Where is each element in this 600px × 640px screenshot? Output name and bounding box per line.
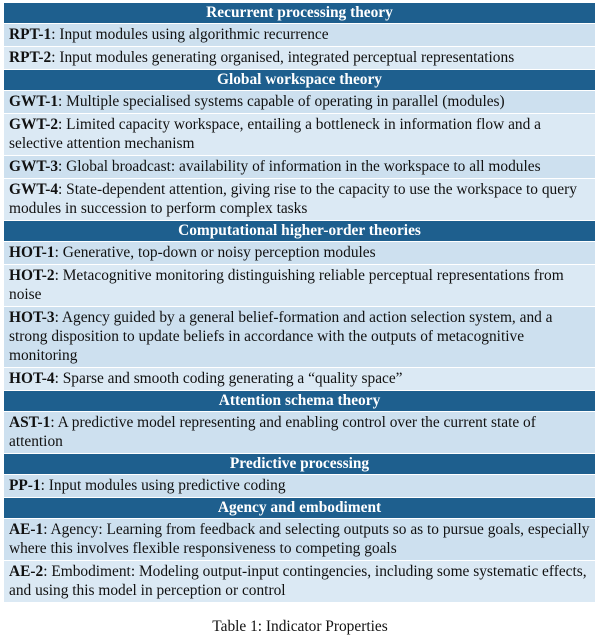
indicator-cell xyxy=(4,91,595,114)
indicator-cell xyxy=(4,307,595,368)
indicator-description: : Embodiment: Modeling output-input contingencies, including some systematic effects, and using this model in perception or control xyxy=(9,563,587,599)
indicator-description: : Agency guided by a general belief-formation and action selection system, and a strong disposition to update beliefs in accordance with the outputs of metacognitive monitoring xyxy=(9,309,553,364)
indicator-row xyxy=(4,307,595,368)
indicator-row xyxy=(4,91,595,114)
table-caption: Table 1: Indicator Properties xyxy=(212,618,388,635)
indicator-description: : Limited capacity workspace, entailing a bottleneck in information flow and a selective attention mechanism xyxy=(9,116,541,152)
indicator-cell xyxy=(4,368,595,391)
indicator-code: GWT-3 xyxy=(9,158,59,175)
indicator-cell xyxy=(4,114,595,156)
section-header-row xyxy=(4,498,595,519)
indicator-properties-table xyxy=(4,3,595,603)
indicator-row xyxy=(4,561,595,603)
indicator-code: AE-1 xyxy=(9,521,44,538)
indicator-cell xyxy=(4,47,595,70)
indicator-description: : Generative, top-down or noisy perception modules xyxy=(54,244,376,261)
indicator-code: RPT-2 xyxy=(9,49,52,66)
indicator-code: GWT-1 xyxy=(9,93,59,110)
indicator-row xyxy=(4,368,595,391)
indicator-cell xyxy=(4,24,595,47)
indicator-description: : State-dependent attention, giving rise to the capacity to use the workspace to query modules in succession to perform complex tasks xyxy=(9,181,577,217)
indicator-code: GWT-2 xyxy=(9,116,59,133)
indicator-code: HOT-2 xyxy=(9,267,55,284)
indicator-cell xyxy=(4,156,595,179)
indicator-description: : Input modules using algorithmic recurrence xyxy=(51,26,329,43)
indicator-description: : Input modules using predictive coding xyxy=(40,477,286,494)
indicator-description: : Metacognitive monitoring distinguishing reliable perceptual representations from noise xyxy=(9,267,564,303)
indicator-description: : Sparse and smooth coding generating a “quality space” xyxy=(54,370,403,387)
section-header-row xyxy=(4,70,595,91)
indicator-code: GWT-4 xyxy=(9,181,59,198)
section-title: Predictive processing xyxy=(4,454,595,475)
section-title: Recurrent processing theory xyxy=(4,3,595,24)
indicator-row xyxy=(4,265,595,307)
indicator-description: : Input modules generating organised, integrated perceptual representations xyxy=(51,49,515,66)
section-title: Computational higher-order theories xyxy=(4,221,595,242)
indicator-row xyxy=(4,519,595,561)
indicator-row xyxy=(4,114,595,156)
indicator-row xyxy=(4,242,595,265)
section-header-row xyxy=(4,391,595,412)
indicator-row xyxy=(4,156,595,179)
indicator-description: : Multiple specialised systems capable of operating in parallel (modules) xyxy=(58,93,505,110)
indicator-cell xyxy=(4,561,595,603)
indicator-code: RPT-1 xyxy=(9,26,52,43)
section-header-row xyxy=(4,3,595,24)
indicator-code: AST-1 xyxy=(9,414,51,431)
section-header-row xyxy=(4,454,595,475)
section-title: Attention schema theory xyxy=(4,391,595,412)
indicator-code: HOT-1 xyxy=(9,244,55,261)
indicator-cell xyxy=(4,179,595,221)
indicator-row xyxy=(4,24,595,47)
indicator-cell xyxy=(4,265,595,307)
indicator-cell xyxy=(4,519,595,561)
section-title: Global workspace theory xyxy=(4,70,595,91)
table-body xyxy=(4,3,595,603)
indicator-description: : A predictive model representing and enabling control over the current state of attention xyxy=(9,414,536,450)
indicator-row xyxy=(4,475,595,498)
indicator-code: HOT-4 xyxy=(9,370,55,387)
section-title: Agency and embodiment xyxy=(4,498,595,519)
indicator-code: HOT-3 xyxy=(9,309,55,326)
indicator-cell xyxy=(4,412,595,454)
section-header-row xyxy=(4,221,595,242)
indicator-description: : Agency: Learning from feedback and selecting outputs so as to pursue goals, especially where this involves flexible responsiveness to competing goals xyxy=(9,521,590,557)
indicator-code: PP-1 xyxy=(9,477,41,494)
indicator-description: : Global broadcast: availability of information in the workspace to all modules xyxy=(58,158,541,175)
indicator-code: AE-2 xyxy=(9,563,44,580)
indicator-row xyxy=(4,47,595,70)
indicator-row xyxy=(4,412,595,454)
indicator-cell xyxy=(4,242,595,265)
indicator-row xyxy=(4,179,595,221)
indicator-cell xyxy=(4,475,595,498)
